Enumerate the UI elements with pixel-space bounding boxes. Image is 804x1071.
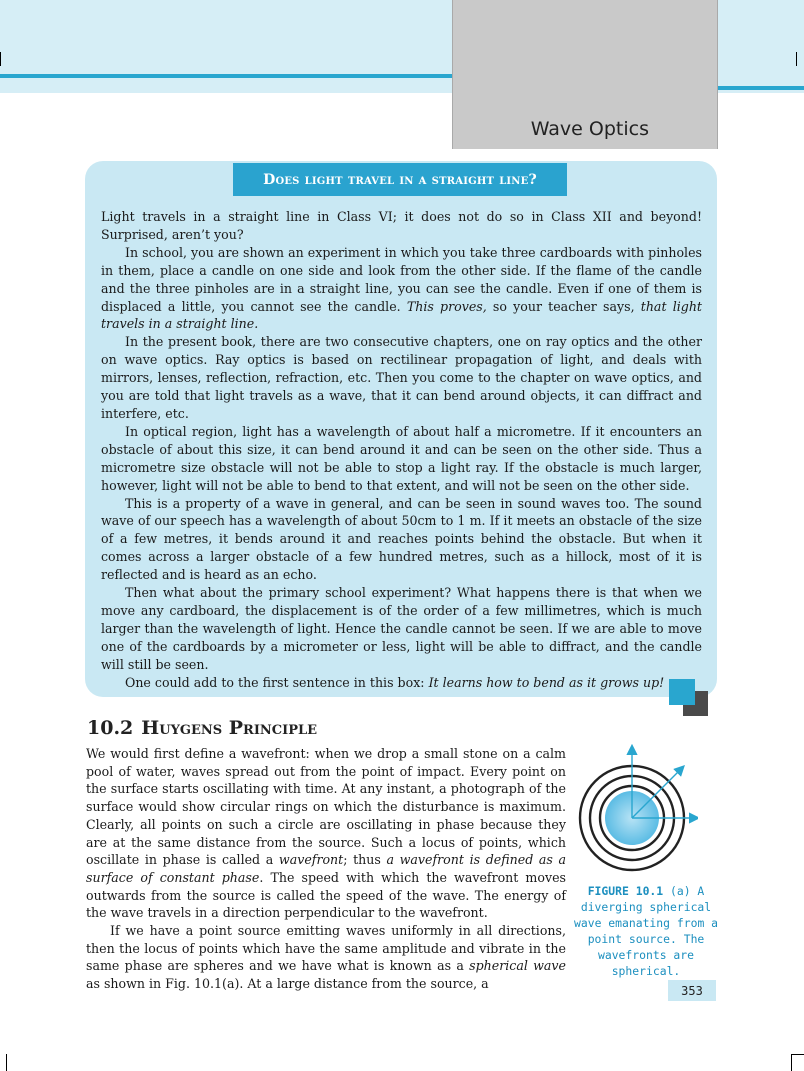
box-paragraph: Then what about the primary school experiment? What happens there is that when we move any cardboard, the displacement is of the order of a few millimetres, which is much larger than the wavelength of light. Hence the candle cannot be seen. If we are able to move one of the cardboards by a micrometer or less, light will be able to diffract, and the candle will still be seen. (101, 585, 702, 672)
body-paragraph: We would first define a wavefront: when we drop a small stone on a calm pool of water, waves spread out from the point of impact. Every point on the surface starts oscillating with time. At any instant, a photograph of the surface would show circular rings on which the disturbance is maximum. Clearly, all points on such a circle are oscillating in phase because they are at the same distance from the source. Such a locus of points, which oscillate in phase is called a wavefront; thus a wavefront is defined as a surface of constant phase. The speed with which the wavefront moves outwards from the source is called the speed of the wave. The energy of the wave travels in a direction perpendicular to the wavefront. (86, 746, 567, 921)
section-body (86, 745, 566, 993)
header-rule-left (0, 74, 452, 78)
spherical-wavefront-figure (570, 740, 698, 880)
crop-mark (791, 1054, 792, 1071)
box-paragraph: This is a property of a wave in general, and can be seen in sound waves too. The sound wave of our speech has a wavelength of about 50cm to 1 m. If it meets an obstacle of the size of a few metres, it bends around it and reaches points behind the obstacle. But when it comes across a larger obstacle of a few hundred metres, such as a hillock, most of it is reflected and is heard as an echo. (101, 495, 702, 583)
box-paragraph: In the present book, there are two consecutive chapters, one on ray optics and the other on wave optics. Ray optics is based on rectilinear propagation of light, and deals with mirrors, lenses, reflection, refraction, etc. Then you come to the chapter on wave optics, and you are told that light travels as a wave, that it can bend around objects, it can diffract and interfere, etc. (101, 334, 702, 421)
crop-mark (6, 1054, 7, 1071)
box-corner-square-blue (669, 679, 695, 705)
crop-mark (796, 52, 797, 66)
info-box-title: Does light travel in a straight line? (233, 163, 567, 196)
box-paragraph: One could add to the first sentence in this box: It learns how to bend as it grows up! (125, 674, 665, 690)
crop-mark (0, 52, 1, 66)
header-rule-right (716, 86, 804, 90)
info-box-text (101, 208, 702, 691)
chapter-tab (452, 0, 718, 149)
body-paragraph: If we have a point source emitting waves uniformly in all directions, then the locus of points which have the same amplitude and vibrate in the same phase are spheres and we have what is known as a spherical wave as shown in Fig. 10.1(a). At a large distance from the source, a (86, 923, 566, 992)
figure-caption: FIGURE 10.1 (a) A diverging spherical wave emanating from a point source. The wavefronts are spherical. (574, 884, 719, 978)
box-paragraph: In school, you are shown an experiment in which you take three cardboards with pinholes in them, place a candle on one side and look from the other side. If the flame of the candle and the three pinholes are in a straight line, you can see the candle. Even if one of them is displaced a little, you cannot see the candle. This proves, so your teacher says, that light travels in a straight line. (101, 244, 702, 332)
section-title: Huygens Principle (141, 717, 318, 739)
box-paragraph: Light travels in a straight line in Class VI; it does not do so in Class XII and beyond! Surprised, aren’t you? (101, 209, 702, 242)
crop-mark (791, 1054, 804, 1055)
section-heading (87, 717, 317, 739)
figure-label: FIGURE 10.1 (587, 884, 664, 898)
chapter-title: Wave Optics (530, 118, 649, 140)
page-number: 353 (668, 980, 716, 1001)
box-paragraph: In optical region, light has a wavelength of about half a micrometre. If it encounters an obstacle of about this size, it can bend around it and can be seen on the other side. Thus a micrometre size obstacle will not be able to stop a light ray. If the obstacle is much larger, however, light will not be able to bend to that extent, and will not be seen on the other side. (101, 423, 702, 493)
section-number: 10.2 (87, 717, 134, 739)
